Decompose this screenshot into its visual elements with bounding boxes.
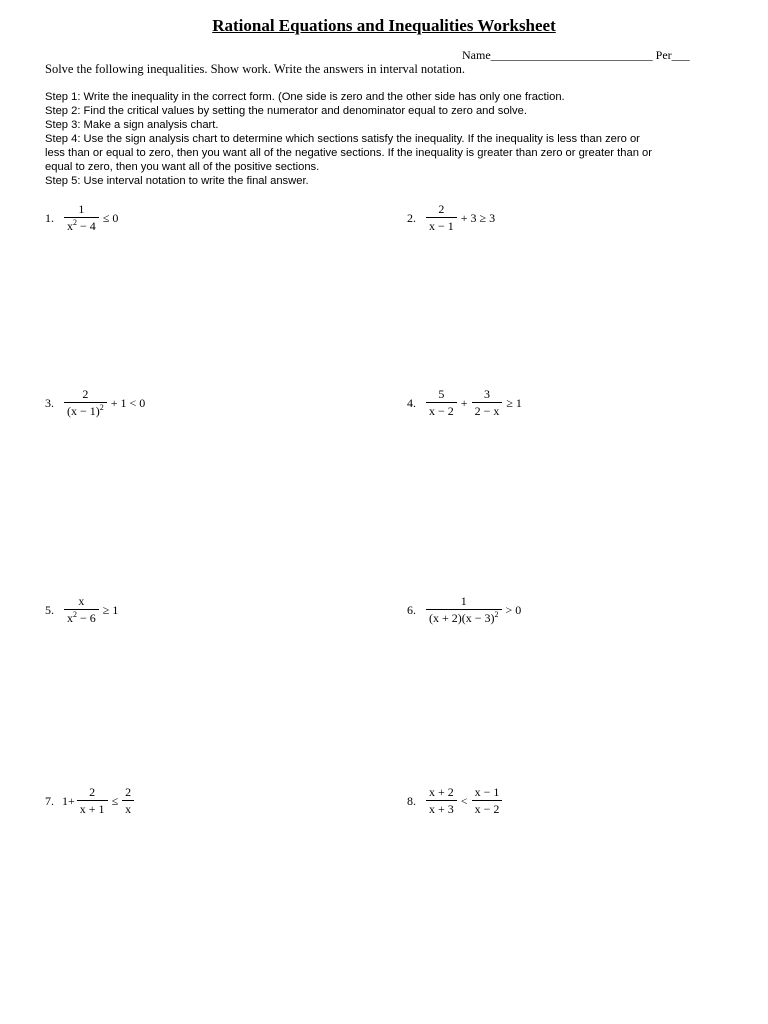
step-4-continued-2: equal to zero, then you want all of the positive sections. xyxy=(45,161,320,173)
denominator: x + 3 xyxy=(426,800,457,816)
problem-number: 1. xyxy=(45,210,54,225)
denominator: x + 1 xyxy=(77,800,108,816)
problem-7 xyxy=(45,786,136,816)
numerator: 2 xyxy=(82,387,89,401)
worksheet-title: Rational Equations and Inequalities Worksheet xyxy=(212,16,556,35)
step-4-continued: less than or equal to zero, then you want all of the negative sections. If the inequality is greater than zero or greater than or xyxy=(45,147,652,159)
numerator: 2 xyxy=(125,785,132,799)
fraction xyxy=(472,786,503,816)
fraction xyxy=(426,388,457,418)
problem-8 xyxy=(407,786,504,816)
step-1: Step 1: Write the inequality in the correct form. (One side is zero and the other side has only one fraction. xyxy=(45,91,565,103)
inequality-rhs: ≥ 1 xyxy=(506,395,522,410)
fraction xyxy=(64,388,107,418)
problem-number: 8. xyxy=(407,793,416,808)
denominator: x xyxy=(122,800,134,816)
step-2: Step 2: Find the critical values by setting the numerator and denominator equal to zero and solve. xyxy=(45,105,527,117)
numerator: 2 xyxy=(438,202,445,216)
problem-number: 7. xyxy=(45,793,54,808)
problem-4 xyxy=(407,388,524,418)
denominator: $(x + 2)(x - 3)^2$ xyxy=(426,609,502,625)
problem-3 xyxy=(45,388,147,418)
denominator: $x^2 - 6$ xyxy=(64,609,99,625)
step-3: Step 3: Make a sign analysis chart. xyxy=(45,119,219,131)
denominator: $(x - 1)^2$ xyxy=(64,402,107,418)
inequality-rhs: ≥ 1 xyxy=(102,602,119,617)
numerator: x + 2 xyxy=(429,785,454,799)
numerator: x xyxy=(78,594,85,608)
fraction xyxy=(77,786,108,816)
step-4: Step 4: Use the sign analysis chart to determine which sections satisfy the inequality. If the inequality is less than zero or xyxy=(45,133,640,145)
numerator: 1 xyxy=(78,202,85,216)
inequality-rhs: ≤ 0 xyxy=(102,210,119,225)
steps-list xyxy=(45,90,735,188)
operator: ≤ xyxy=(111,793,119,808)
numerator: 1 xyxy=(460,594,467,608)
problem-1 xyxy=(45,203,120,233)
problem-6 xyxy=(407,595,523,625)
fraction xyxy=(64,203,99,233)
name-period-line: Name___________________________ Per___ xyxy=(462,48,690,62)
fraction xyxy=(122,786,134,816)
fraction xyxy=(426,203,457,233)
denominator: 2 − x xyxy=(472,402,503,418)
fraction xyxy=(472,388,503,418)
numerator: 5 xyxy=(438,387,445,401)
denominator: x − 1 xyxy=(426,217,457,233)
problem-number: 2. xyxy=(407,210,416,225)
numerator: 2 xyxy=(89,785,96,799)
problem-number: 5. xyxy=(45,602,54,617)
problem-number: 3. xyxy=(45,395,54,410)
inequality-rhs: + 1 < 0 xyxy=(110,395,146,410)
problem-5 xyxy=(45,595,120,625)
operator: < xyxy=(460,793,468,808)
instructions-text: Solve the following inequalities. Show work. Write the answers in interval notation. xyxy=(45,62,466,76)
problem-number: 6. xyxy=(407,602,416,617)
step-5: Step 5: Use interval notation to write the final answer. xyxy=(45,175,309,187)
fraction xyxy=(426,786,457,816)
fraction xyxy=(426,595,502,625)
numerator: x − 1 xyxy=(474,785,500,799)
denominator: $x^2 - 4$ xyxy=(64,217,99,233)
denominator: x − 2 xyxy=(472,800,503,816)
lhs-term: 1+ xyxy=(62,793,75,808)
problem-number: 4. xyxy=(407,395,416,410)
inequality-rhs: > 0 xyxy=(505,602,522,617)
operator: + xyxy=(460,395,468,410)
fraction xyxy=(64,595,99,625)
numerator: 3 xyxy=(483,387,490,401)
inequality-rhs: + 3 ≥ 3 xyxy=(460,210,496,225)
denominator: x − 2 xyxy=(426,402,457,418)
problem-2 xyxy=(407,203,497,233)
